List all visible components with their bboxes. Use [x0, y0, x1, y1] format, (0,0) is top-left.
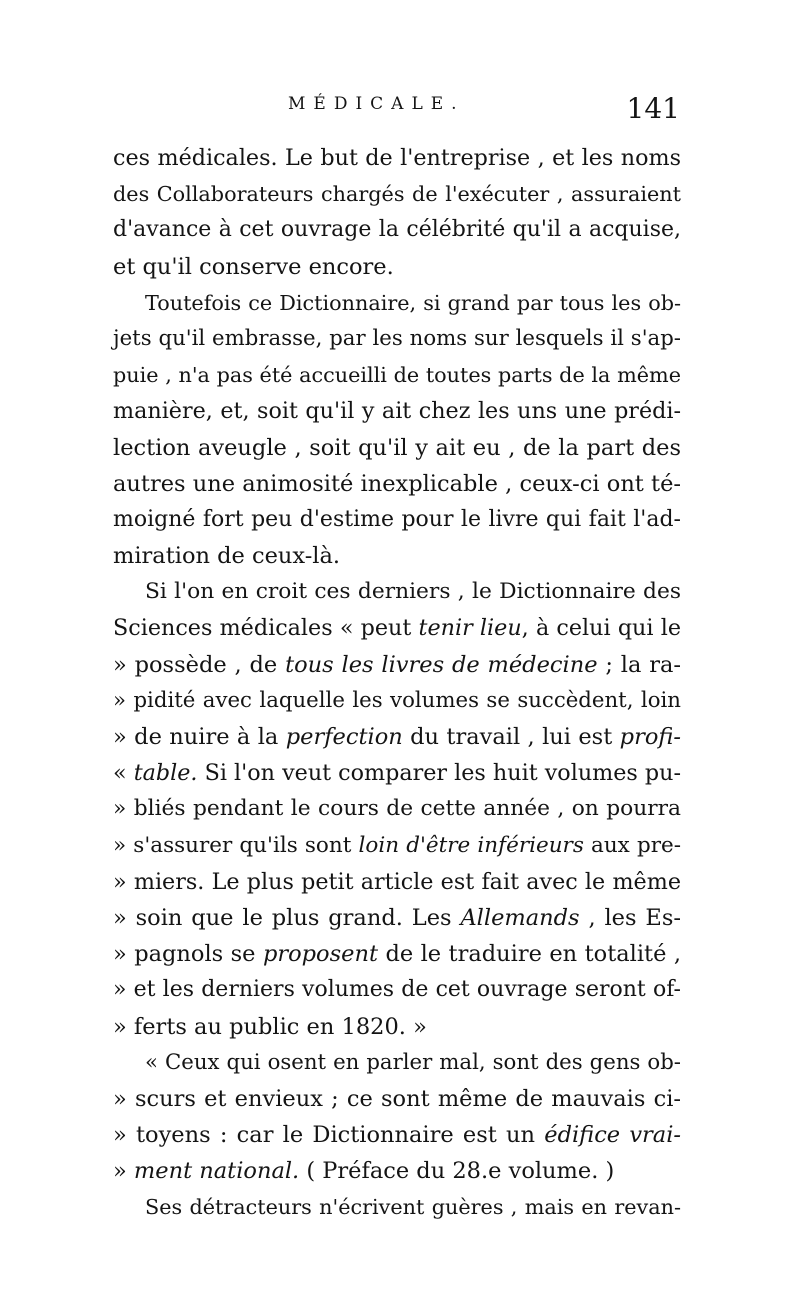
text-segment: du travail , lui est: [402, 724, 620, 750]
text-segment: autres une animosité inexplicable , ceux-ci ont té-: [113, 470, 681, 497]
text-line: [113, 610, 681, 646]
text-segment: Sciences médicales « peut: [113, 615, 419, 642]
text-segment: » et les derniers volumes de cet ouvrage seront of-: [113, 977, 681, 1003]
text-line: [113, 755, 681, 791]
text-segment: d'avance à cet ouvrage la célébrité qu'il a acquise,: [113, 217, 681, 243]
text-line: [113, 393, 681, 429]
italic-text: édifice vrai-: [544, 1122, 682, 1149]
text-line: [113, 1045, 681, 1081]
text-line: [113, 212, 681, 248]
text-line: [113, 972, 681, 1008]
text-segment: » soin que le plus grand. Les: [113, 904, 461, 931]
text-line: [113, 936, 681, 972]
text-line: [113, 249, 681, 285]
text-segment: ; la ra-: [597, 651, 681, 678]
text-line: [113, 647, 681, 683]
text-segment: » s'assurer qu'ils sont: [113, 832, 359, 858]
text-segment: Ses détracteurs n'écrivent guères , mais en revan-: [145, 1195, 681, 1220]
text-segment: » pidité avec laquelle les volumes se succèdent, loin: [113, 687, 681, 713]
text-line: [113, 1153, 681, 1189]
text-segment: « Ceux qui osent en parler mal, sont des gens ob-: [145, 1049, 681, 1075]
running-title: MÉDICALE.: [288, 94, 465, 114]
italic-text: ment national.: [133, 1158, 300, 1185]
text-line: [113, 538, 681, 574]
text-segment: aux pre-: [583, 832, 681, 858]
italic-text: tenir lieu: [418, 615, 522, 642]
text-segment: , à celui qui le: [521, 615, 681, 642]
italic-text: table.: [133, 760, 198, 787]
text-segment: » bliés pendant le cours de cette année , on pourra: [113, 796, 681, 822]
body-text: [113, 140, 681, 1226]
text-segment: » ferts au public en 1820. »: [113, 1013, 427, 1040]
text-line: [113, 1189, 681, 1225]
text-line: [113, 140, 681, 176]
text-line: [113, 176, 681, 212]
text-segment: moigné fort peu d'estime pour le livre qui fait l'ad-: [113, 506, 681, 532]
text-segment: lection aveugle , soit qu'il y ait eu , de la part des: [113, 434, 681, 461]
running-header: [112, 92, 680, 132]
text-line: [113, 285, 681, 321]
text-line: [113, 357, 681, 393]
italic-text: proposent: [262, 941, 379, 968]
text-segment: » possède , de: [113, 651, 286, 678]
italic-text: Allemands: [460, 904, 580, 931]
text-segment: des Collaborateurs chargés de l'exécuter , assuraient: [113, 182, 681, 207]
text-line: [113, 1081, 681, 1117]
text-segment: de le traduire en totalité ,: [378, 941, 681, 968]
text-line: [113, 1009, 681, 1045]
italic-text: perfection: [285, 724, 403, 750]
text-segment: et qu'il conserve encore.: [113, 253, 394, 280]
text-segment: Si l'on en croit ces derniers , le Dictionnaire des: [145, 579, 681, 605]
text-line: [113, 900, 681, 936]
text-segment: »: [113, 1158, 134, 1185]
text-segment: » pagnols se: [113, 941, 263, 968]
text-segment: ( Préface du 28.e volume. ): [299, 1158, 615, 1185]
text-line: [113, 719, 681, 755]
text-segment: manière, et, soit qu'il y ait chez les uns une prédi-: [113, 398, 681, 425]
text-segment: ces médicales. Le but de l'entreprise , et les noms: [113, 145, 681, 171]
text-line: [113, 864, 681, 900]
text-segment: puie , n'a pas été accueilli de toutes parts de la même: [113, 363, 681, 388]
text-line: [113, 791, 681, 827]
text-segment: » scurs et envieux ; ce sont même de mauvais ci-: [113, 1085, 681, 1112]
text-segment: «: [113, 760, 134, 787]
text-segment: » toyens : car le Dictionnaire est un: [113, 1122, 545, 1149]
text-line: [113, 683, 681, 719]
text-segment: Toutefois ce Dictionnaire, si grand par tous les ob-: [145, 290, 681, 315]
italic-text: profi-: [619, 724, 681, 750]
text-line: [113, 1117, 681, 1153]
text-segment: miration de ceux-là.: [113, 543, 341, 570]
italic-text: loin d'être inférieurs: [358, 832, 584, 858]
text-segment: » miers. Le plus petit article est fait avec le même: [113, 868, 681, 895]
text-line: [113, 574, 681, 610]
text-segment: jets qu'il embrasse, par les noms sur lesquels il s'ap-: [113, 325, 681, 351]
text-segment: , les Es-: [579, 904, 681, 931]
text-segment: Si l'on veut comparer les huit volumes pu-: [197, 760, 682, 787]
italic-text: tous les livres de médecine: [285, 651, 598, 678]
text-segment: » de nuire à la: [113, 724, 286, 750]
text-line: [113, 430, 681, 466]
text-line: [113, 466, 681, 502]
text-line: [113, 321, 681, 357]
page-number: 141: [626, 92, 680, 125]
text-line: [113, 828, 681, 864]
text-line: [113, 502, 681, 538]
